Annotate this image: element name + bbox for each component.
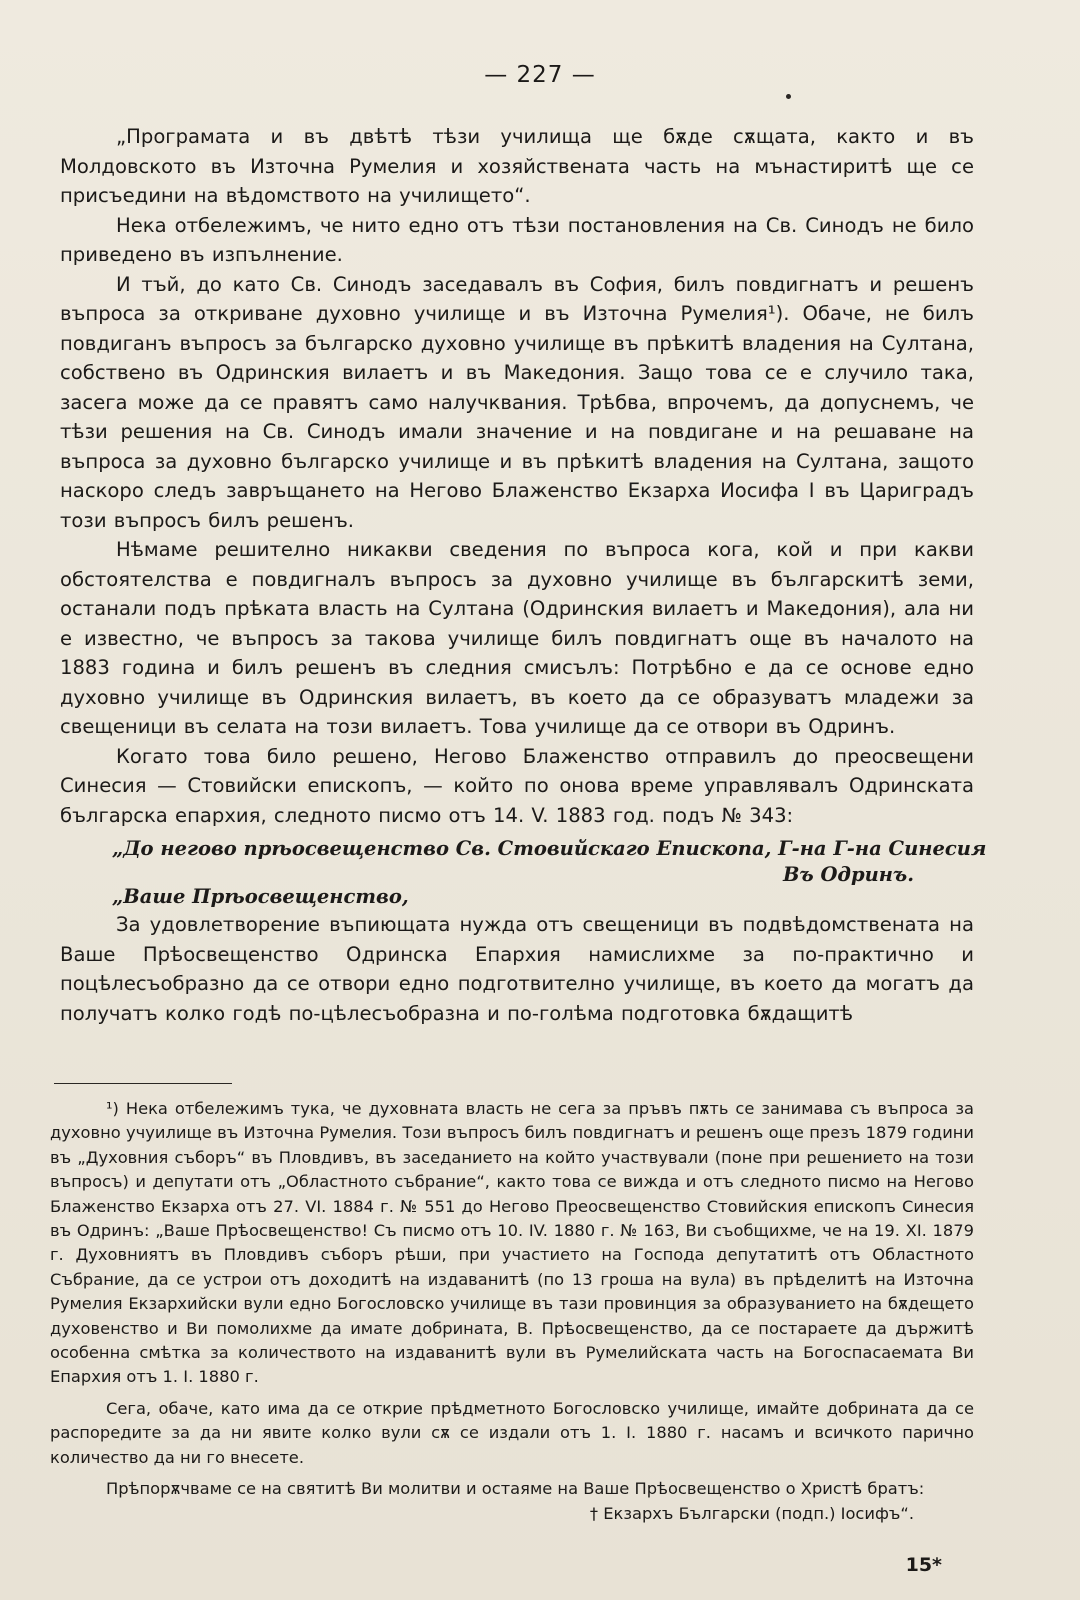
footnotes: [50, 1097, 974, 1526]
letter-greeting: „Ваше Прѣосвещенство,: [112, 885, 409, 908]
body-paragraph: И тъй, до като Св. Синодъ заседавалъ въ София, билъ повдигнатъ и решенъ въпроса за откриване духовно училище и въ Източна Румелия¹). Обаче, не билъ повдиганъ въпросъ за българско духовно училище въ прѣкитѣ владения на Султана, собствено въ Одринския вилаетъ и въ Македония. Защо това се е случило така, засега може да се правятъ само налучквания. Трѣбва, впрочемъ, да допуснемъ, че тѣзи решения на Св. Синодъ имали значение и на повдигане и на решаване на въпроса за духовно българско училище и въ прѣкитѣ владения на Султана, защото наскоро следъ завръщането на Негово Блаженство Екзарха Иосифа I въ Цариградъ този въпросъ билъ решенъ.: [60, 272, 974, 532]
body-paragraph: Нѣмаме решително никакви сведения по въпроса кога, кой и при какви обстоятелства е повдигналъ въпросъ за духовно училище въ българскитѣ земи, останали подъ прѣката власть на Султана (Одринския вилаетъ и Македония), ала ни е известно, че въпросъ за такова училище билъ повдигнатъ още въ началото на 1883 година и билъ решенъ въ следния смисълъ: Потрѣбно е да се основе едно духовно училище въ Одринския вилаетъ, въ което да се образуватъ младежи за свещеници въ селата на този вилаетъ. Това училище да се отвори въ Одринъ.: [60, 538, 974, 738]
sheet-number: 15*: [905, 1554, 942, 1576]
body-paragraph: Нека отбележимъ, че нито едно отъ тѣзи постановления на Св. Синодъ не било приведено въ изпълнение.: [60, 213, 974, 266]
letter-paragraph: За удовлетворение въпиющата нужда отъ свещеници въ подвѣдомствената на Ваше Прѣосвещенство Одринска Епархия намислихме за по-практично и поцѣлесъобразно да се отвори едно подготвително училище, въ което да могатъ да получатъ колко годѣ по-цѣлесъобразна и по-голѣма подготовка бѫдащитѣ: [60, 913, 974, 1025]
main-text: [60, 122, 987, 1028]
letter-salutation: [60, 836, 987, 910]
letter-address-line: „До негово прѣосвещенство Св. Стовийскаго Епископа, Г-на Г-на Синесия: [112, 837, 987, 860]
footnote-divider: [54, 1083, 232, 1084]
body-paragraph: „Програмата и въ двѣтѣ тѣзи училища ще бѫде сѫщата, както и въ Молдовското въ Източна Румелия и хозяйствената часть на мънастиритѣ ще се присъедини на вѣдомството на училището“.: [60, 125, 974, 207]
letter-place: Въ Одринъ.: [783, 863, 914, 886]
body-paragraph: Когато това било решено, Негово Блаженство отправилъ до преосвещени Синесия — Стовийски епископъ, — който по онова време управлявалъ Одринската българска епархия, следното писмо отъ 14. V. 1883 год. подъ № 343:: [60, 744, 974, 827]
footnote-paragraph: Прѣпорѫчваме се на святитѣ Ви молитви и остаяме на Ваше Прѣосвещенство о Христѣ братъ:: [106, 1479, 925, 1499]
footnote-paragraph: Сега, обаче, като има да се открие прѣдметното Богословско училище, имайте добрината да се распоредите за да ни явите колко вули сѫ се издали отъ 1. I. 1880 г. насамъ и всичкото парично количество да ни го внесете.: [50, 1398, 974, 1467]
page-number: — 227 —: [484, 62, 596, 88]
footnote-signature: † Екзархъ Български (подп.) Іосифъ“.: [589, 1503, 914, 1523]
ink-speck: [786, 94, 791, 99]
footnote-paragraph: ¹) Нека отбележимъ тука, че духовната власть не сега за пръвъ пѫть се занимава съ въпроса за духовно учуилище въ Източна Румелия. Този въпросъ билъ повдигнатъ и решенъ още презъ 1879 години въ „Духовния съборъ“ въ Пловдивъ, въ заседанието на който участвували (поне при решението на този въпросъ) и депутати отъ „Областното събрание“, както това се вижда и отъ следното писмо на Негово Блаженство Екзарха отъ 27. VI. 1884 г. № 551 до Негово Преосвещенство Стовийския епископъ Синесия въ Одринъ: „Ваше Прѣосвещенство! Съ писмо отъ 10. IV. 1880 г. № 163, Ви съобщихме, че на 19. XI. 1879 г. Духовниятъ въ Пловдивъ съборъ рѣши, при участието на Господа депутатитѣ отъ Областното Събрание, да се устрои отъ доходитѣ на издаванитѣ (по 13 гроша на вула) въ прѣделитѣ на Източна Румелия Екзархийски вули едно Богословско училище въ тази провинция за образуванието на бѫдещето духовенство и Ви помолихме да имате добрината, В. Прѣосвещенство, да се постараете да държитѣ особенна смѣтка за количеството на издаванитѣ вули въ Румелийската часть на Богоспасаемата Ви Епархия отъ 1. I. 1880 г.: [50, 1099, 974, 1387]
